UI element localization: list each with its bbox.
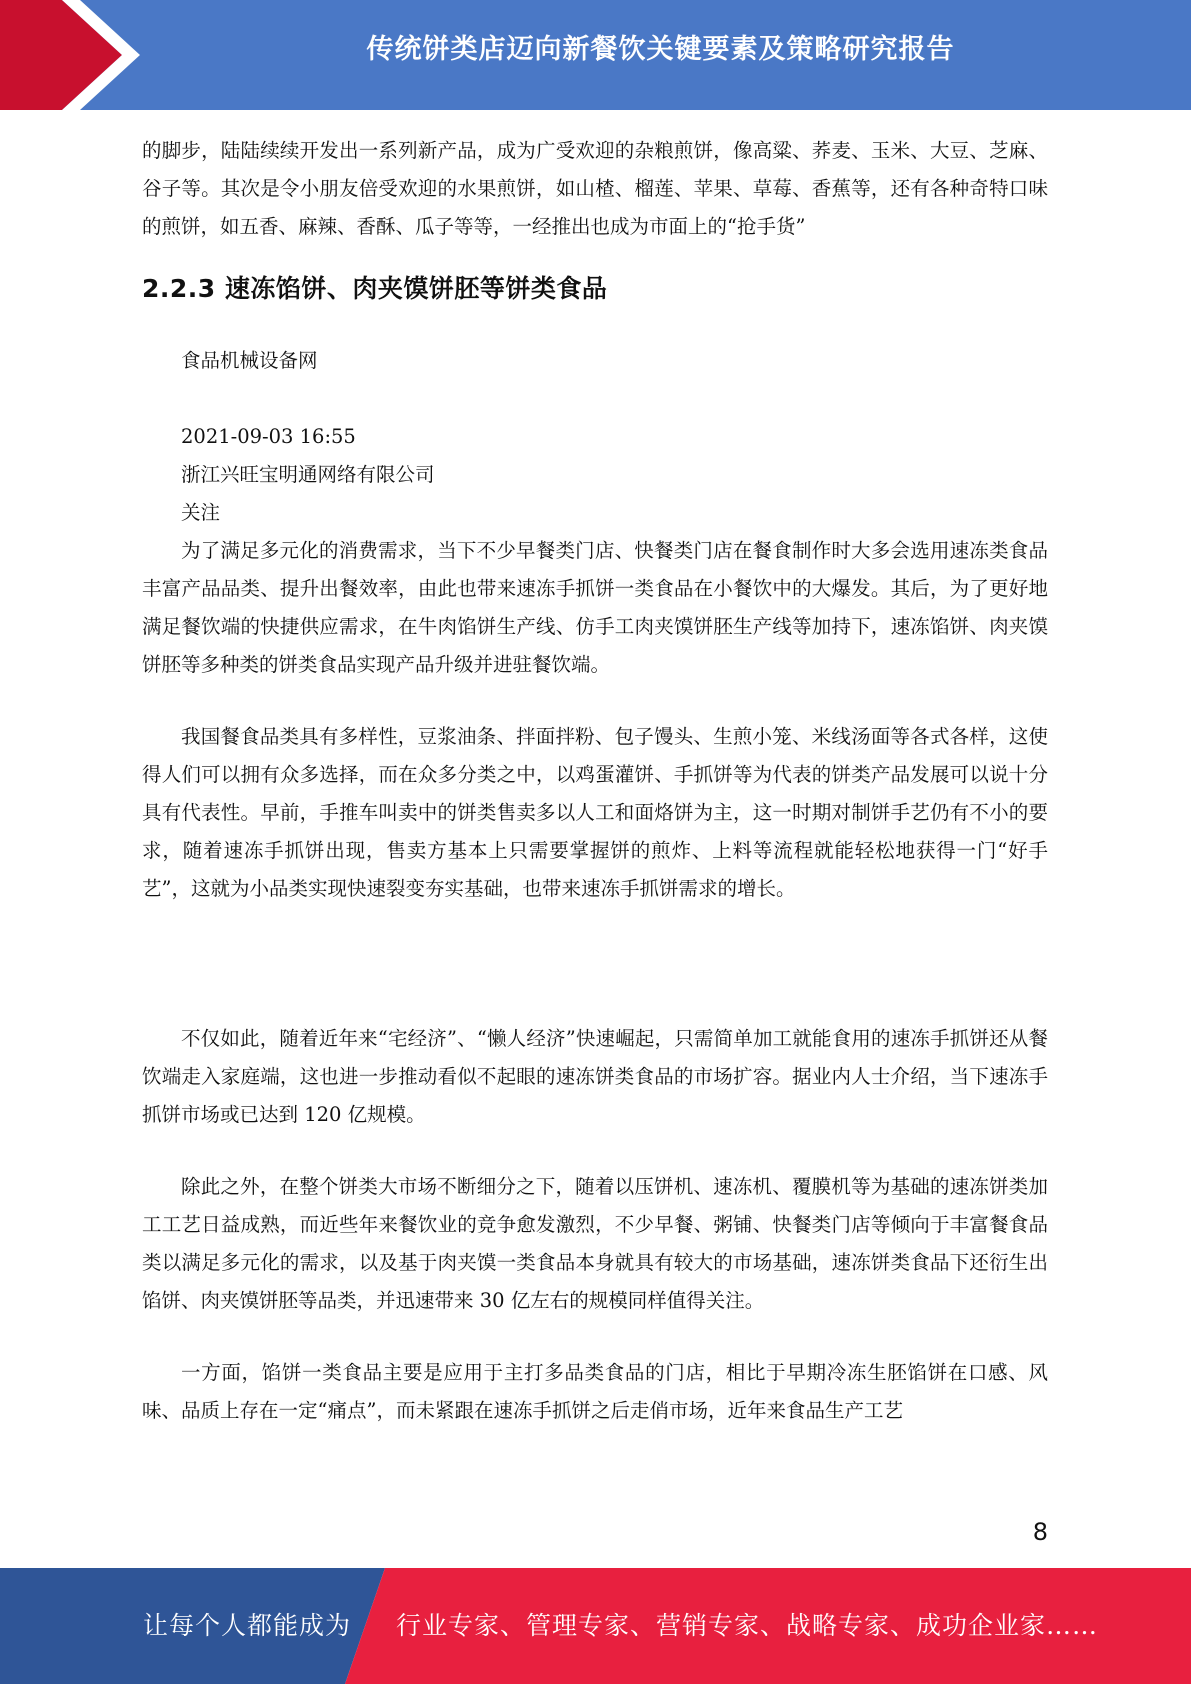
page-content	[142, 132, 1048, 1430]
paragraph-4: 除此之外，在整个饼类大市场不断细分之下，随着以压饼机、速冻机、覆膜机等为基础的速冻饼类加工工艺日益成熟，而近些年来餐饮业的竞争愈发激烈，不少早餐、粥铺、快餐类门店等倾向于丰富餐食品类以满足多元化的需求，以及基于肉夹馍一类食品本身就具有较大的市场基础，速冻饼类食品下还衍生出馅饼、肉夹馍饼胚等品类，并迅速带来 30 亿左右的规模同样值得关注。	[142, 1175, 1048, 1312]
paragraph-5: 一方面，馅饼一类食品主要是应用于主打多品类食品的门店，相比于早期冷冻生胚馅饼在口感、风味、品质上存在一定“痛点”，而未紧跟在速冻手抓饼之后走俏市场，近年来食品生产工艺	[142, 1361, 1048, 1422]
article-company: 浙江兴旺宝明通网络有限公司	[181, 463, 435, 486]
section-heading: 2.2.3 速冻馅饼、肉夹馍饼胚等饼类食品	[142, 274, 608, 303]
report-title: 传统饼类店迈向新餐饮关键要素及策略研究报告	[366, 34, 955, 65]
page-footer	[0, 1568, 1191, 1684]
paragraph-3: 不仅如此，随着近年来“宅经济”、“懒人经济”快速崛起，只需简单加工就能食用的速冻手抓饼还从餐饮端走入家庭端，这也进一步推动看似不起眼的速冻饼类食品的市场扩容。据业内人士介绍，当下速冻手抓饼市场或已达到 120 亿规模。	[142, 1027, 1048, 1126]
footer-slogan-left: 让每个人都能成为	[143, 1611, 352, 1640]
follow-link[interactable]: 关注	[181, 501, 221, 524]
paragraph-2: 我国餐食品类具有多样性，豆浆油条、拌面拌粉、包子馒头、生煎小笼、米线汤面等各式各样，这使得人们可以拥有众多选择，而在众多分类之中，以鸡蛋灌饼、手抓饼等为代表的饼类产品发展可以说十分具有代表性。早前，手推车叫卖中的饼类售卖多以人工和面烙饼为主，这一时期对制饼手艺仍有不小的要求，随着速冻手抓饼出现，售卖方基本上只需要掌握饼的煎炸、上料等流程就能轻松地获得一门“好手艺”，这就为小品类实现快速裂变夯实基础，也带来速冻手抓饼需求的增长。	[142, 725, 1048, 900]
footer-slogan-right: 行业专家、管理专家、营销专家、战略专家、成功企业家……	[396, 1611, 1099, 1640]
page-number: 8	[1032, 1518, 1048, 1546]
intro-paragraph: 的脚步，陆陆续续开发出一系列新产品，成为广受欢迎的杂粮煎饼，像高粱、荞麦、玉米、大豆、芝麻、谷子等。其次是令小朋友倍受欢迎的水果煎饼，如山楂、榴莲、苹果、草莓、香蕉等，还有各种奇特口味的煎饼，如五香、麻辣、香酥、瓜子等等，一经推出也成为市面上的“抢手货”	[142, 139, 1048, 238]
paragraph-1: 为了满足多元化的消费需求，当下不少早餐类门店、快餐类门店在餐食制作时大多会选用速冻类食品丰富产品品类、提升出餐效率，由此也带来速冻手抓饼一类食品在小餐饮中的大爆发。其后，为了更好地满足餐饮端的快捷供应需求，在牛肉馅饼生产线、仿手工肉夹馍饼胚生产线等加持下，速冻馅饼、肉夹馍饼胚等多种类的饼类食品实现产品升级并进驻餐饮端。	[142, 539, 1048, 676]
page-header	[0, 0, 1191, 110]
article-datetime: 2021-09-03 16:55	[181, 425, 356, 448]
article-source: 食品机械设备网	[181, 349, 318, 372]
